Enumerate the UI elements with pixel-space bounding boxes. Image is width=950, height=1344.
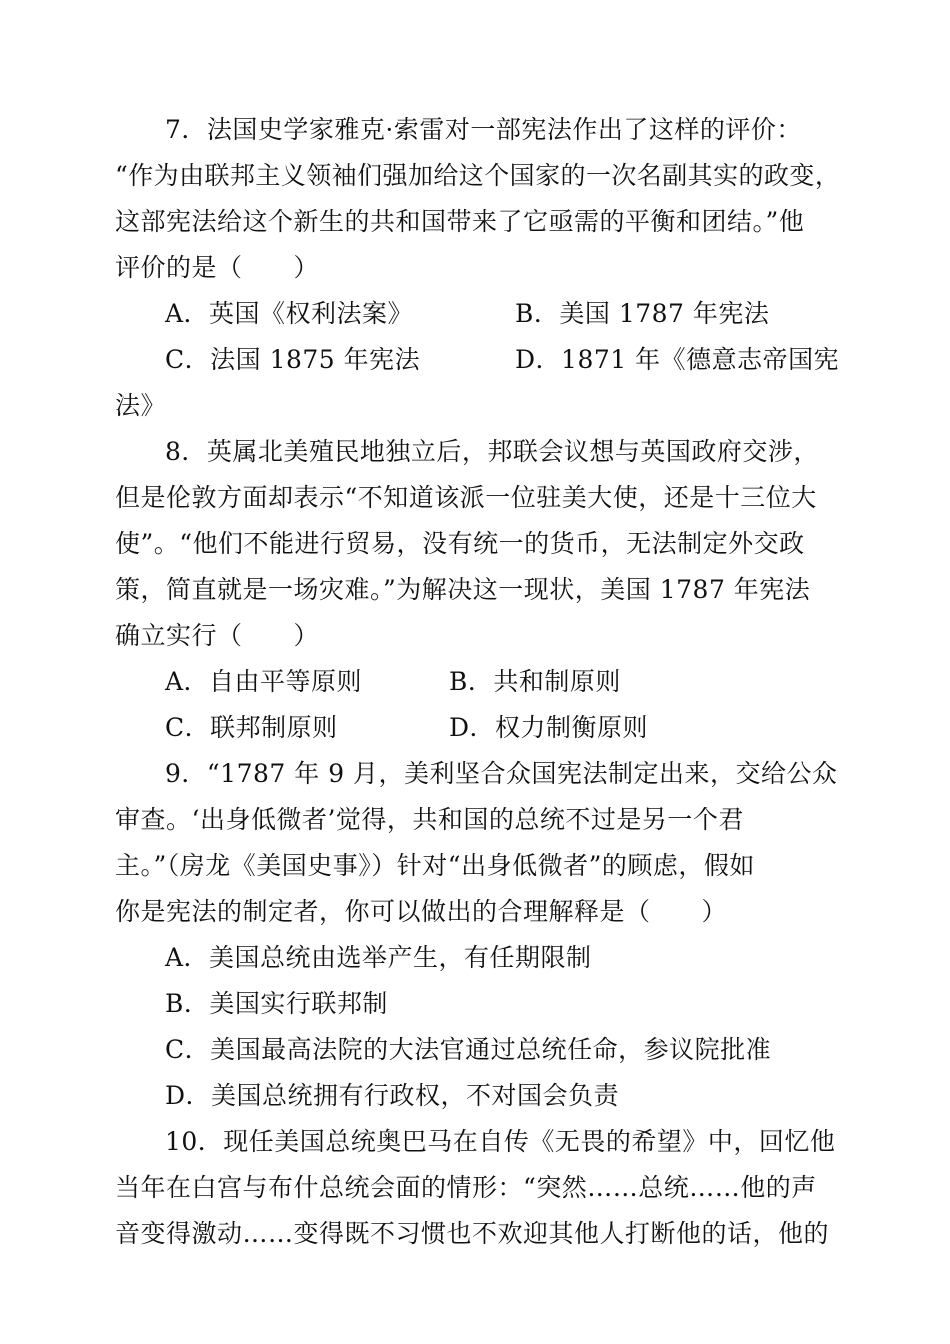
- question-8-option-c: C．联邦制原则: [165, 713, 338, 742]
- question-10-line-1: 10．现任美国总统奥巴马在自传《无畏的希望》中，回忆他: [165, 1127, 836, 1156]
- question-8: [115, 429, 840, 751]
- question-7-option-d-wrap: 法》: [115, 391, 167, 420]
- question-7-option-d: D．1871 年《德意志帝国宪: [515, 345, 840, 374]
- question-8-line-5: 确立实行（ ）: [115, 621, 320, 650]
- question-7-options-cd: [115, 337, 840, 383]
- question-7-line-3: 这部宪法给这个新生的共和国带来了它亟需的平衡和团结。”他: [115, 207, 805, 236]
- question-9-line-3: 主。”（房龙《美国史事》）针对“出身低微者”的顾虑，假如: [115, 851, 755, 880]
- question-9: [115, 751, 840, 1119]
- question-10-line-2: 当年在白宫与布什总统会面的情形：“突然……总统……他的声: [115, 1173, 817, 1202]
- question-8-options-cd: [115, 705, 840, 751]
- question-9-option-d: D．美国总统拥有行政权，不对国会负责: [165, 1081, 620, 1110]
- question-8-line-1: 8．英属北美殖民地独立后，邦联会议想与英国政府交涉，: [165, 437, 819, 466]
- question-10: [115, 1119, 840, 1257]
- question-7-option-b: B．美国 1787 年宪法: [515, 299, 770, 328]
- question-10-line-3: 音变得激动……变得既不习惯也不欢迎其他人打断他的话，他的: [115, 1219, 830, 1248]
- document-body: [115, 107, 840, 1257]
- question-9-option-c: C．美国最高法院的大法官通过总统任命，参议院批准: [165, 1035, 772, 1064]
- question-7-line-1: 7．法国史学家雅克·索雷对一部宪法作出了这样的评价：: [165, 115, 802, 144]
- question-8-options-ab: [115, 659, 840, 705]
- question-9-line-2: 审查。‘出身低微者’觉得，共和国的总统不过是另一个君: [115, 805, 744, 834]
- question-9-line-4: 你是宪法的制定者，你可以做出的合理解释是（ ）: [115, 897, 728, 926]
- question-8-line-2: 但是伦敦方面却表示“不知道该派一位驻美大使，还是十三位大: [115, 483, 817, 512]
- question-8-line-3: 使”。“他们不能进行贸易，没有统一的货币，无法制定外交政: [115, 529, 805, 558]
- question-7-line-2: “作为由联邦主义领袖们强加给这个国家的一次名副其实的政变，: [115, 161, 841, 190]
- question-9-line-1: 9．“1787 年 9 月，美利坚合众国宪法制定出来，交给公众: [165, 759, 838, 788]
- question-9-option-b: B．美国实行联邦制: [165, 989, 388, 1018]
- question-8-option-a: A．自由平等原则: [165, 667, 363, 696]
- question-8-line-4: 策，简直就是一场灾难。”为解决这一现状，美国 1787 年宪法: [115, 575, 811, 604]
- question-9-option-a: A．美国总统由选举产生，有任期限制: [165, 943, 592, 972]
- question-7-option-a: A．英国《权利法案》: [165, 299, 414, 328]
- question-7-option-c: C．法国 1875 年宪法: [165, 345, 421, 374]
- question-7-options-ab: [115, 291, 840, 337]
- question-7: [115, 107, 840, 429]
- question-8-option-b: B．共和制原则: [449, 667, 621, 696]
- question-8-option-d: D．权力制衡原则: [449, 713, 649, 742]
- question-7-line-4: 评价的是（ ）: [115, 253, 320, 282]
